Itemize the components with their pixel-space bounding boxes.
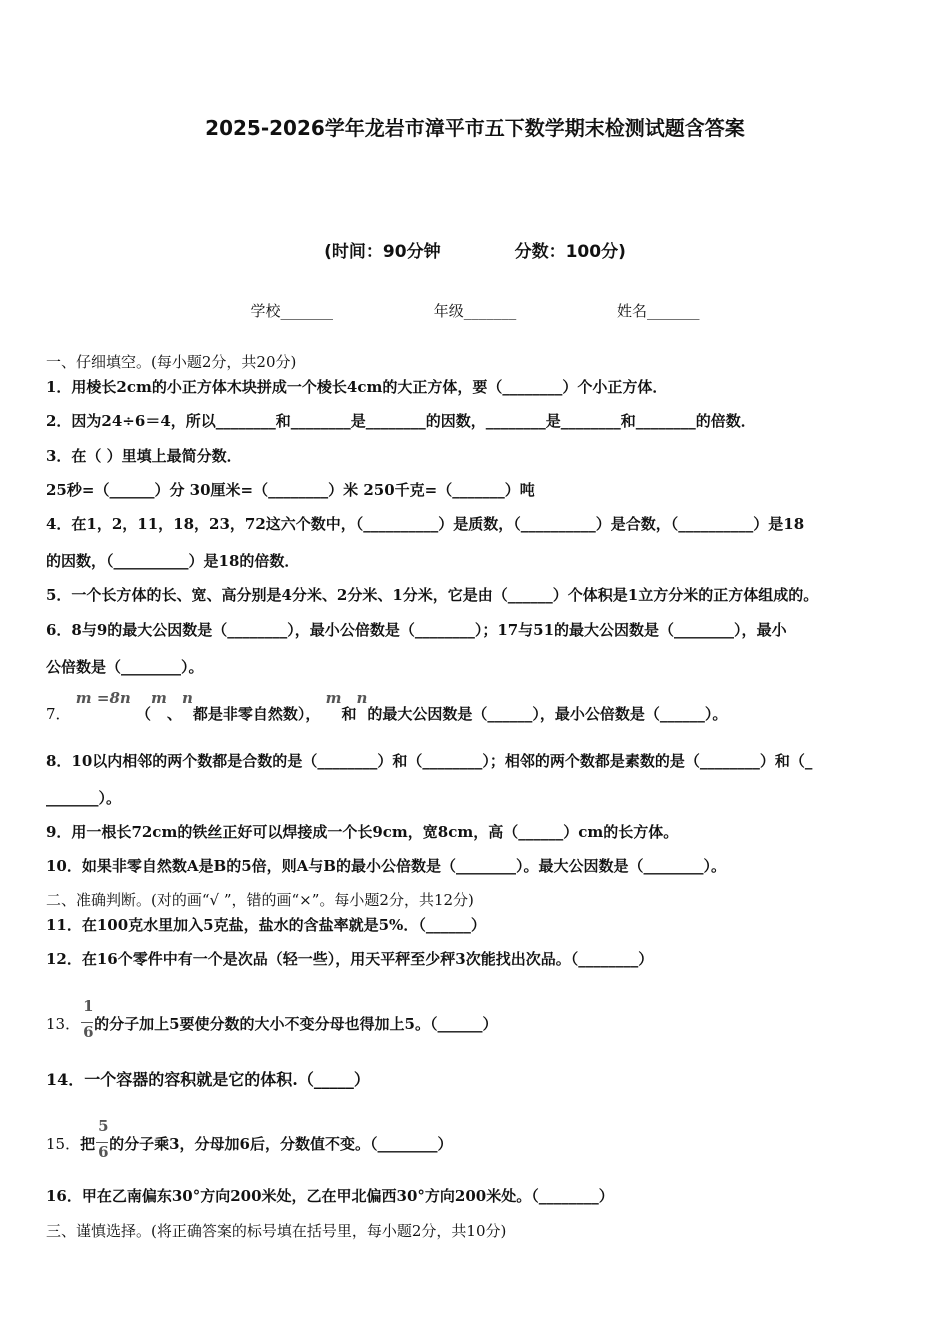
question-1: 1．用棱长2cm的小正方体木块拼成一个棱长4cm的大正方体，要（________）个小正方体．	[46, 378, 668, 396]
question-6-cont: 公倍数是（________）。	[46, 658, 204, 676]
section-3-heading: 三、谨慎选择。(将正确答案的标号填在括号里，每小题2分，共10分)	[46, 1222, 507, 1240]
name-field[interactable]: 姓名_______	[617, 302, 700, 320]
question-7: 7． m =8n （m、n都是非零自然数）， m和n的最大公因数是（______），最小公倍数是（______）。	[46, 689, 728, 723]
question-3: 3．在（ ）里填上最简分数．	[46, 447, 242, 465]
question-11: 11．在100克水里加入5克盐，盐水的含盐率就是5%．（______）	[46, 916, 486, 934]
exam-score: 分数：100分)	[514, 242, 626, 262]
question-3-blanks: 25秒=（______）分 30厘米=（________）米 250千克=（_______）吨	[46, 481, 535, 499]
question-8-cont: _______）。	[46, 789, 122, 807]
question-14: 14．一个容器的容积就是它的体积.（_____）	[46, 1070, 370, 1089]
exam-time: (时间：90分钟	[324, 242, 441, 262]
question-8: 8．10以内相邻的两个数都是合数的是（________）和（________）；相邻的两个数都是素数的是（________）和（_	[46, 752, 813, 770]
question-2: 2．因为24÷6＝4，所以________和________是________的因数，________是________和________的倍数．	[46, 412, 756, 430]
question-4-cont: 的因数，（__________）是18的倍数．	[46, 552, 300, 570]
question-12: 12．在16个零件中有一个是次品（轻一些），用天平秤至少秤3次能找出次品。（________）	[46, 950, 654, 968]
fraction-five-sixths: $\frac{5}{6}$	[98, 1117, 109, 1161]
section-1-heading: 一、仔细填空。(每小题2分，共20分)	[46, 353, 297, 371]
q7-equation: m =8n	[75, 689, 131, 707]
school-field[interactable]: 学校_______	[250, 302, 333, 320]
section-2-heading: 二、准确判断。(对的画“√ ”，错的画“×”。每小题2分，共12分)	[46, 891, 474, 909]
question-10: 10．如果非零自然数A是B的5倍，则A与B的最小公倍数是（________）。最大公因数是（________）。	[46, 857, 726, 875]
grade-field[interactable]: 年级_______	[433, 302, 517, 320]
question-9: 9．用一根长72cm的铁丝正好可以焊接成一个长9cm，宽8cm，高（______）cm的长方体。	[46, 823, 679, 841]
question-6: 6．8与9的最大公因数是（________），最小公倍数是（________）；17与51的最大公因数是（________），最小	[46, 621, 787, 639]
question-15: 15．把 $\frac{5}{6}$ 的分子乘3，分母加6后，分数值不变。（________）	[46, 1117, 453, 1161]
page-title: 2025-2026学年龙岩市漳平市五下数学期末检测试题含答案	[205, 116, 745, 140]
exam-meta	[0, 237, 950, 262]
question-13: 13． $\frac{1}{6}$ 的分子加上5要使分数的大小不变分母也得加上5。（______）	[46, 997, 498, 1041]
fraction-one-sixth: $\frac{1}{6}$	[83, 997, 94, 1041]
question-16: 16．甲在乙南偏东30°方向200米处，乙在甲北偏西30°方向200米处。（________）	[46, 1187, 614, 1205]
question-5: 5．一个长方体的长、宽、高分别是4分米、2分米、1分米，它是由（______）个体积是1立方分米的正方体组成的。	[46, 586, 819, 604]
question-4: 4．在1，2，11，18，23，72这六个数中，（__________）是质数，（__________）是合数，（__________）是18	[46, 515, 805, 533]
student-info	[0, 300, 950, 321]
